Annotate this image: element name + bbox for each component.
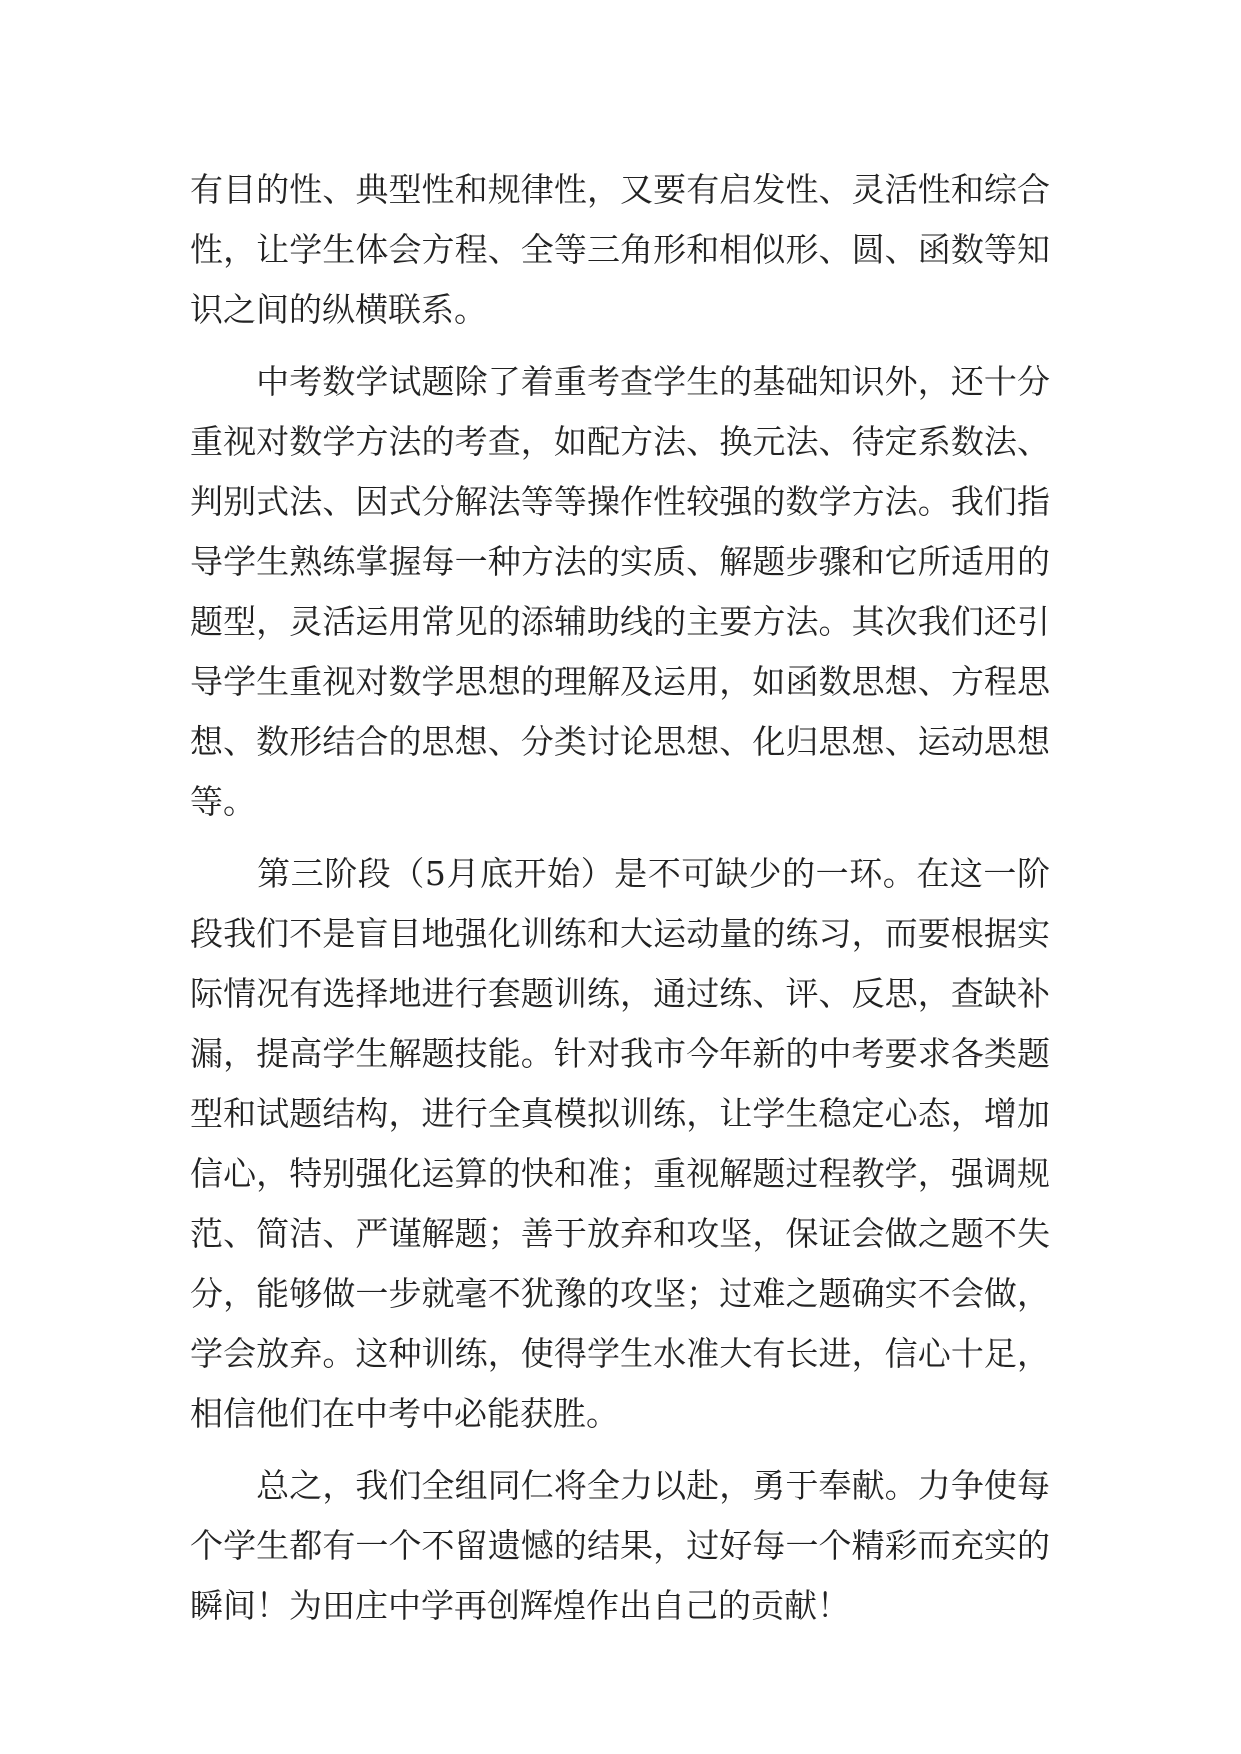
document-body	[190, 160, 1050, 1636]
text-line: 性，让学生体会方程、全等三角形和相似形、圆、函数等知	[190, 230, 1050, 269]
paragraph-1	[190, 160, 1050, 340]
text-line: 际情况有选择地进行套题训练，通过练、评、反思，查缺补	[190, 974, 1050, 1013]
paragraph-gap	[190, 832, 1050, 844]
text-line: 中考数学试题除了着重考查学生的基础知识外，还十分	[190, 362, 1050, 401]
paragraph-gap	[190, 1444, 1050, 1456]
text-line: 信心，特别强化运算的快和准；重视解题过程教学，强调规	[190, 1154, 1050, 1193]
text-line: 有目的性、典型性和规律性，又要有启发性、灵活性和综合	[190, 170, 1050, 209]
text-line: 重视对数学方法的考查，如配方法、换元法、待定系数法、	[190, 422, 1050, 461]
text-line: 型和试题结构，进行全真模拟训练，让学生稳定心态，增加	[190, 1094, 1050, 1133]
text-line: 第三阶段（5月底开始）是不可缺少的一环。在这一阶	[190, 854, 1050, 893]
text-line: 学会放弃。这种训练，使得学生水准大有长进，信心十足，	[190, 1334, 1050, 1373]
text-line: 判别式法、因式分解法等等操作性较强的数学方法。我们指	[190, 482, 1050, 521]
text-line: 段我们不是盲目地强化训练和大运动量的练习，而要根据实	[190, 914, 1050, 953]
text-line: 相信他们在中考中必能获胜。	[190, 1394, 619, 1433]
text-line: 个学生都有一个不留遗憾的结果，过好每一个精彩而充实的	[190, 1526, 1050, 1565]
text-line: 导学生重视对数学思想的理解及运用，如函数思想、方程思	[190, 662, 1050, 701]
text-line: 范、简洁、严谨解题；善于放弃和攻坚，保证会做之题不失	[190, 1214, 1050, 1253]
paragraph-3	[190, 844, 1050, 1444]
paragraph-2	[190, 352, 1050, 832]
text-line: 想、数形结合的思想、分类讨论思想、化归思想、运动思想	[190, 722, 1050, 761]
text-line: 题型，灵活运用常见的添辅助线的主要方法。其次我们还引	[190, 602, 1050, 641]
text-line: 分，能够做一步就毫不犹豫的攻坚；过难之题确实不会做，	[190, 1274, 1050, 1313]
text-line: 瞬间！为田庄中学再创辉煌作出自己的贡献！	[190, 1586, 850, 1625]
text-line: 导学生熟练掌握每一种方法的实质、解题步骤和它所适用的	[190, 542, 1050, 581]
text-line: 识之间的纵横联系。	[190, 290, 487, 329]
paragraph-gap	[190, 340, 1050, 352]
text-line: 漏，提高学生解题技能。针对我市今年新的中考要求各类题	[190, 1034, 1050, 1073]
text-line: 等。	[190, 782, 256, 821]
paragraph-4	[190, 1456, 1050, 1636]
text-line: 总之，我们全组同仁将全力以赴，勇于奉献。力争使每	[190, 1466, 1050, 1505]
